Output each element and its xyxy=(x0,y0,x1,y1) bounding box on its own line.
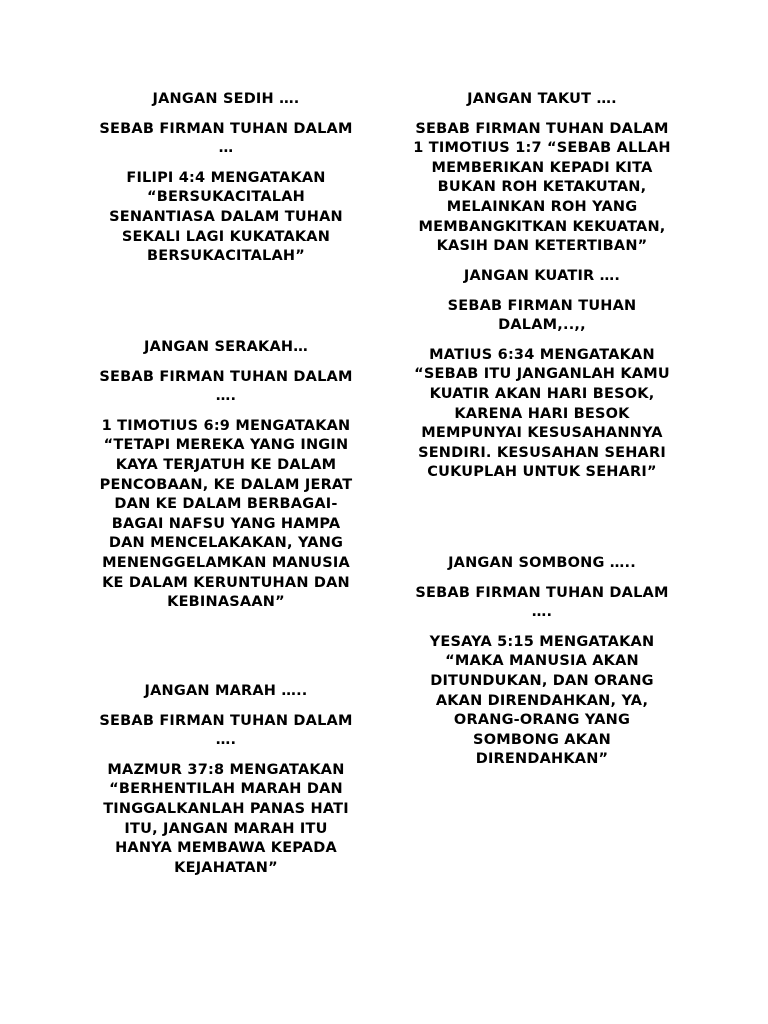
section-jangan-sedih xyxy=(94,90,358,267)
section-heading: JANGAN SEDIH …. xyxy=(152,91,300,107)
section-intro: SEBAB FIRMAN TUHAN DALAM,..,, xyxy=(447,297,637,334)
section-jangan-sombong xyxy=(410,554,674,770)
section-verse: YESAYA 5:15 MENGATAKAN “MAKA MANUSIA AKAN DITUNDUKAN, DAN ORANG AKAN DIRENDAHKAN, YA, ORANG-ORANG YANG SOMBONG AKAN DIRENDAHKAN” xyxy=(429,633,655,768)
section-intro: SEBAB FIRMAN TUHAN DALAM 1 TIMOTIUS 1:7 “SEBAB ALLAH MEMBERIKAN KEPADI KITA BUKAN ROH KETAKUTAN, MELAINKAN ROH YANG MEMBANGKITKAN KEKUATAN, KASIH DAN KETERTIBAN” xyxy=(413,120,671,255)
section-jangan-serakah xyxy=(94,338,358,613)
section-heading: JANGAN SERAKAH… xyxy=(144,339,308,355)
section-heading: JANGAN TAKUT …. xyxy=(467,91,617,107)
section-jangan-takut xyxy=(410,90,674,257)
section-verse: MATIUS 6:34 MENGATAKAN “SEBAB ITU JANGANLAH KAMU KUATIR AKAN HARI BESOK, KARENA HARI BESOK MEMPUNYAI KESUSAHANNYA SENDIRI. KESUSAHAN SEHARI CUKUPLAH UNTUK SEHARI” xyxy=(414,346,670,481)
section-intro: SEBAB FIRMAN TUHAN DALAM … xyxy=(99,120,353,157)
section-heading: JANGAN KUATIR …. xyxy=(463,268,621,284)
section-verse: MAZMUR 37:8 MENGATAKAN “BERHENTILAH MARAH DAN TINGGALKANLAH PANAS HATI ITU, JANGAN MARAH ITU HANYA MEMBAWA KEPADA KEJAHATAN” xyxy=(103,761,349,876)
section-heading: JANGAN MARAH ….. xyxy=(144,683,308,699)
section-intro: SEBAB FIRMAN TUHAN DALAM …. xyxy=(99,368,353,405)
section-verse: FILIPI 4:4 MENGATAKAN “BERSUKACITALAH SENANTIASA DALAM TUHAN SEKALI LAGI KUKATAKAN BERSUKACITALAH” xyxy=(109,169,343,265)
section-heading: JANGAN SOMBONG ….. xyxy=(448,555,636,571)
section-intro: SEBAB FIRMAN TUHAN DALAM …. xyxy=(99,712,353,749)
section-verse: 1 TIMOTIUS 6:9 MENGATAKAN “TETAPI MEREKA YANG INGIN KAYA TERJATUH KE DALAM PENCOBAAN, KE DALAM JERAT DAN KE DALAM BERBAGAI-BAGAI NAFSU YANG HAMPA DAN MENCELAKAKAN, YANG MENENGGELAMKAN MANUSIA KE DALAM KERUNTUHAN DAN KEBINASAAN” xyxy=(99,417,353,611)
section-jangan-kuatir xyxy=(410,267,674,483)
section-intro: SEBAB FIRMAN TUHAN DALAM …. xyxy=(415,584,669,621)
section-jangan-marah xyxy=(94,682,358,878)
